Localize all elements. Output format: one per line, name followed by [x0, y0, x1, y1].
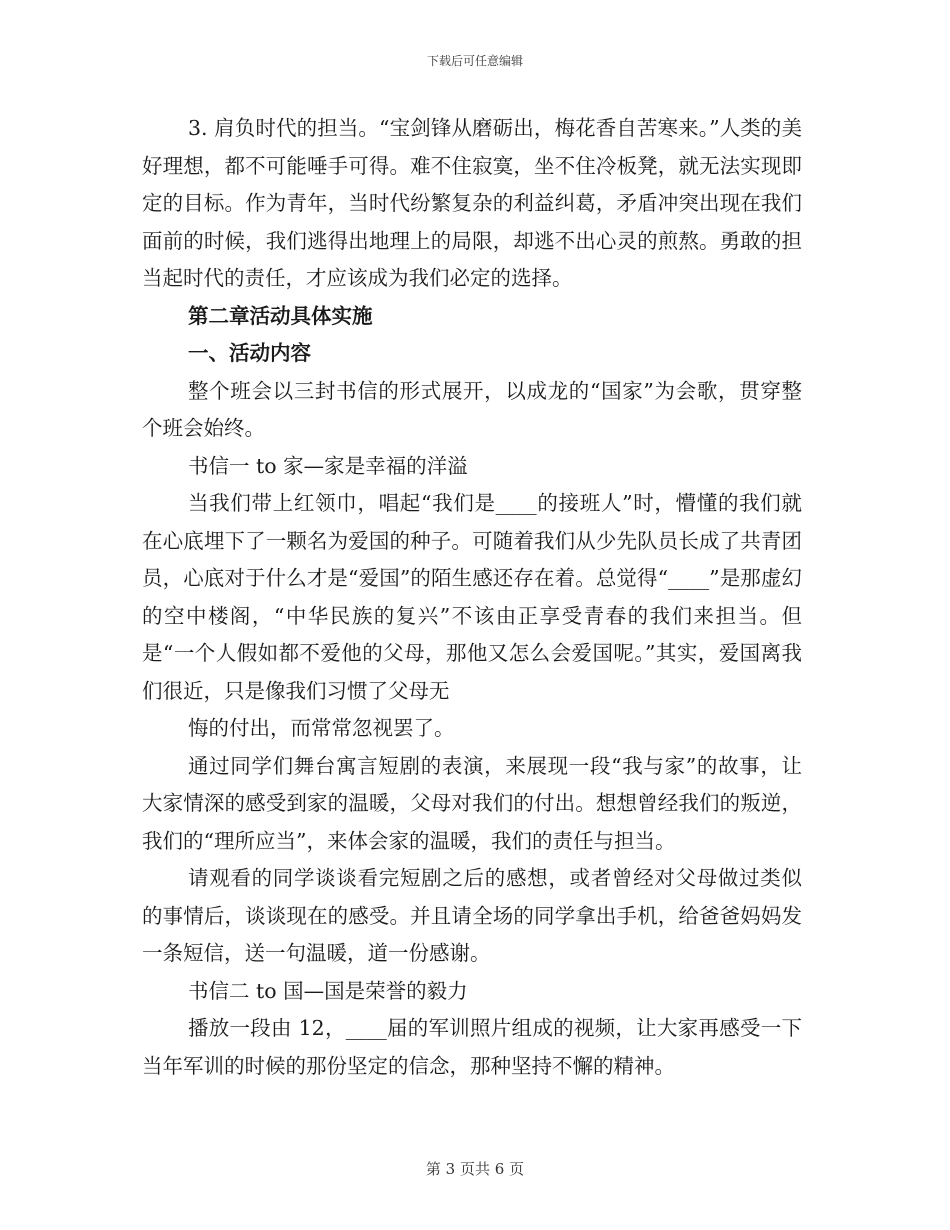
paragraph-responsibility: 3. 肩负时代的担当。“宝剑锋从磨砺出，梅花香自苦寒来。”人类的美好理想，都不可能唾手可得。难不住寂寞，坐不住冷板凳，就无法实现即定的目标。作为青年，当时代纷繁复杂的利益纠葛，矛盾冲突出现在我们面前的时候，我们逃得出地理上的局限，却逃不出心灵的煎熬。勇敢的担当起时代的责任，才应该成为我们必定的选择。	[142, 116, 802, 290]
paragraph-reflection: 请观看的同学谈谈看完短剧之后的感想，或者曾经对父母做过类似的事情后，谈谈现在的感受。并且请全场的同学拿出手机，给爸爸妈妈发一条短信，送一句温暖，道一份感谢。	[142, 866, 802, 965]
paragraph-patriotism-continued: 悔的付出，而常常忽视罢了。	[188, 716, 455, 740]
section-heading: 一、活动内容	[188, 341, 311, 365]
page-footer: 第 3 页共 6 页	[425, 1160, 525, 1178]
paragraph-drama: 通过同学们舞台寓言短剧的表演，来展现一段“我与家”的故事，让大家情深的感受到家的温暖，父母对我们的付出。想想曾经我们的叛逆，我们的“理所应当”，来体会家的温暖，我们的责任与担当。	[142, 753, 802, 853]
paragraph-overview: 整个班会以三封书信的形式展开，以成龙的“国家”为会歌，贯穿整个班会始终。	[142, 378, 802, 440]
letter-two-title: 书信二 to 国—国是荣誉的毅力	[188, 978, 468, 1003]
page-header: 下载后可任意编辑	[426, 54, 523, 68]
letter-one-title: 书信一 to 家—家是幸福的洋溢	[188, 453, 468, 478]
paragraph-military-video: 播放一段由 12，____届的军训照片组成的视频，让大家再感受一下当年军训的时候的那份坚定的信念，那种坚持不懈的精神。	[142, 1016, 802, 1078]
paragraph-patriotism: 当我们带上红领巾，唱起“我们是____的接班人”时，懵懂的我们就在心底埋下了一颗名为爱国的种子。可随着我们从少先队员长成了共青团员，心底对于什么才是“爱国”的陌生感还存在着。总觉得“____”是那虚幻的空中楼阁，“中华民族的复兴”不该由正享受青春的我们来担当。但是“一个人假如都不爱他的父母，那他又怎么会爱国呢。”其实，爱国离我们很近，只是像我们习惯了父母无	[142, 491, 802, 703]
document-body	[142, 110, 802, 1085]
chapter-heading: 第二章活动具体实施	[188, 303, 373, 328]
